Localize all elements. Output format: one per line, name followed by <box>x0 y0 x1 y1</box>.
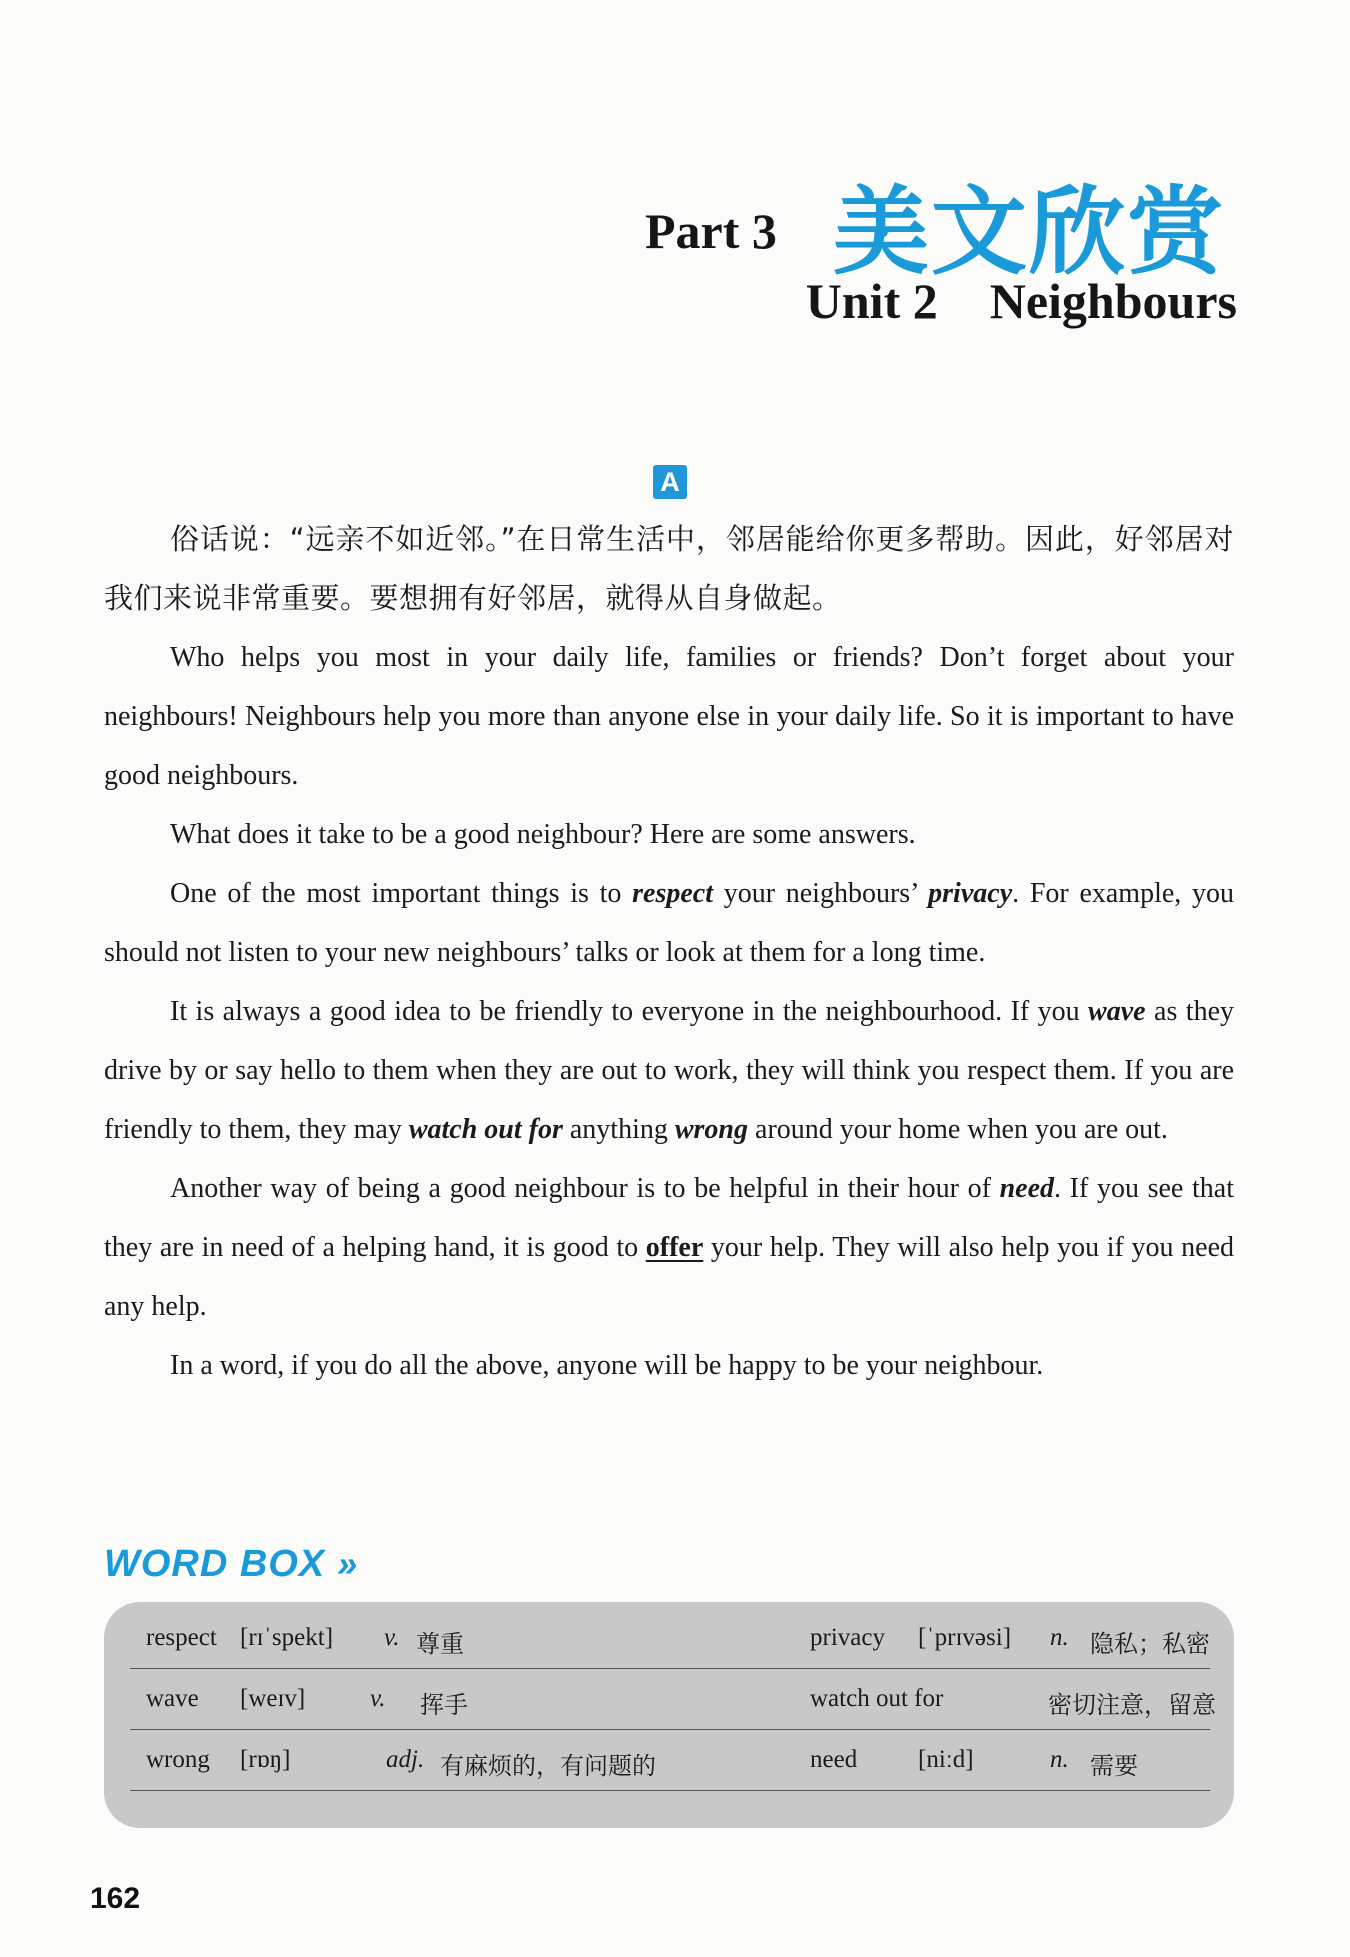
vocab-meaning: 密切注意，留意 <box>1048 1691 1216 1719</box>
text-segment: your neighbours’ <box>713 878 929 909</box>
paragraph-2: What does it take to be a good neighbour? Here are some answers. <box>170 819 916 850</box>
keyword-wrong: wrong <box>674 1114 749 1145</box>
vocab-phonetic: [rɒŋ] <box>240 1746 291 1773</box>
word-box-title <box>104 1543 358 1586</box>
keyword-offer: offer <box>645 1232 704 1263</box>
section-badge: A <box>653 465 687 499</box>
word-box-row <box>130 1669 1216 1730</box>
text-segment: Another way of being a good neighbour is to be helpful in their hour of <box>170 1173 1000 1204</box>
part-title-cn: 美文欣赏 <box>833 176 1225 288</box>
double-chevron-icon: » <box>337 1543 359 1584</box>
vocab-phonetic: [weɪv] <box>240 1685 306 1712</box>
vocab-phonetic: [rɪˈspekt] <box>240 1624 334 1651</box>
paragraph-4 <box>104 982 1234 1159</box>
text-segment: One of the most important things is to <box>170 878 633 909</box>
text-segment: anything <box>562 1114 675 1145</box>
keyword-need: need <box>999 1173 1055 1204</box>
text-segment: your help. They will also help you if you need any help. <box>104 1232 1234 1322</box>
vocab-meaning: 需要 <box>1090 1752 1138 1780</box>
vocab-word: wrong <box>146 1746 210 1773</box>
part-label: Part 3 <box>645 203 777 259</box>
vocab-phonetic: [niːd] <box>918 1746 974 1773</box>
unit-label: Unit 2 <box>805 273 938 329</box>
page-header <box>0 150 1237 350</box>
vocab-phonetic: [ˈprɪvəsi] <box>918 1624 1012 1651</box>
text-segment: around your home when you are out. <box>748 1114 1168 1145</box>
keyword-respect: respect <box>632 878 713 909</box>
unit-title: Neighbours <box>989 273 1237 329</box>
text-segment: . If you see that they are in need of a helping hand, it is good to <box>104 1173 1235 1263</box>
word-box <box>104 1602 1234 1828</box>
vocab-part-of-speech: n. <box>1050 1624 1069 1651</box>
word-box-title-text: WORD BOX <box>104 1543 326 1585</box>
vocab-word: privacy <box>810 1624 885 1651</box>
keyword-privacy: privacy <box>928 878 1013 909</box>
vocab-part-of-speech: adj. <box>386 1746 425 1773</box>
vocab-meaning: 有麻烦的，有问题的 <box>440 1752 656 1780</box>
keyword-wave: wave <box>1088 996 1146 1027</box>
vocab-part-of-speech: v. <box>384 1624 400 1651</box>
paragraph-5 <box>104 1159 1234 1336</box>
vocab-word: watch out for <box>810 1685 944 1712</box>
unit-title-line <box>806 272 1237 330</box>
vocab-meaning: 隐私；私密 <box>1090 1630 1210 1658</box>
vocab-meaning: 尊重 <box>416 1630 464 1658</box>
keyword-watch-out-for: watch out for <box>408 1114 563 1145</box>
paragraph-3 <box>104 864 1234 982</box>
vocab-part-of-speech: v. <box>370 1685 386 1712</box>
reading-passage <box>104 510 1234 1395</box>
text-segment: It is always a good idea to be friendly to everyone in the neighbourhood. If you <box>170 996 1089 1027</box>
text-segment: . For example, you should not listen to your new neighbours’ talks or look at them for a long time. <box>104 878 1235 968</box>
vocab-part-of-speech: n. <box>1050 1746 1069 1773</box>
page-number: 162 <box>90 1882 141 1915</box>
word-box-row <box>130 1730 1210 1791</box>
intro-paragraph-cn: 俗话说：“远亲不如近邻。”在日常生活中，邻居能给你更多帮助。因此，好邻居对我们来说非常重要。要想拥有好邻居，就得从自身做起。 <box>104 522 1234 615</box>
word-box-row <box>130 1608 1210 1669</box>
vocab-meaning: 挥手 <box>420 1691 468 1719</box>
text-segment: as they drive by or say hello to them when they are out to work, they will think you respect them. If you are friendly to them, they may <box>104 996 1234 1145</box>
vocab-word: respect <box>146 1624 217 1651</box>
vocab-word: need <box>810 1746 858 1773</box>
paragraph-6: In a word, if you do all the above, anyone will be happy to be your neighbour. <box>170 1350 1044 1381</box>
paragraph-1: Who helps you most in your daily life, families or friends? Don’t forget about your neighbours! Neighbours help you more than anyone else in your daily life. So it is important to have good neighbours. <box>104 642 1234 791</box>
vocab-word: wave <box>146 1685 199 1712</box>
